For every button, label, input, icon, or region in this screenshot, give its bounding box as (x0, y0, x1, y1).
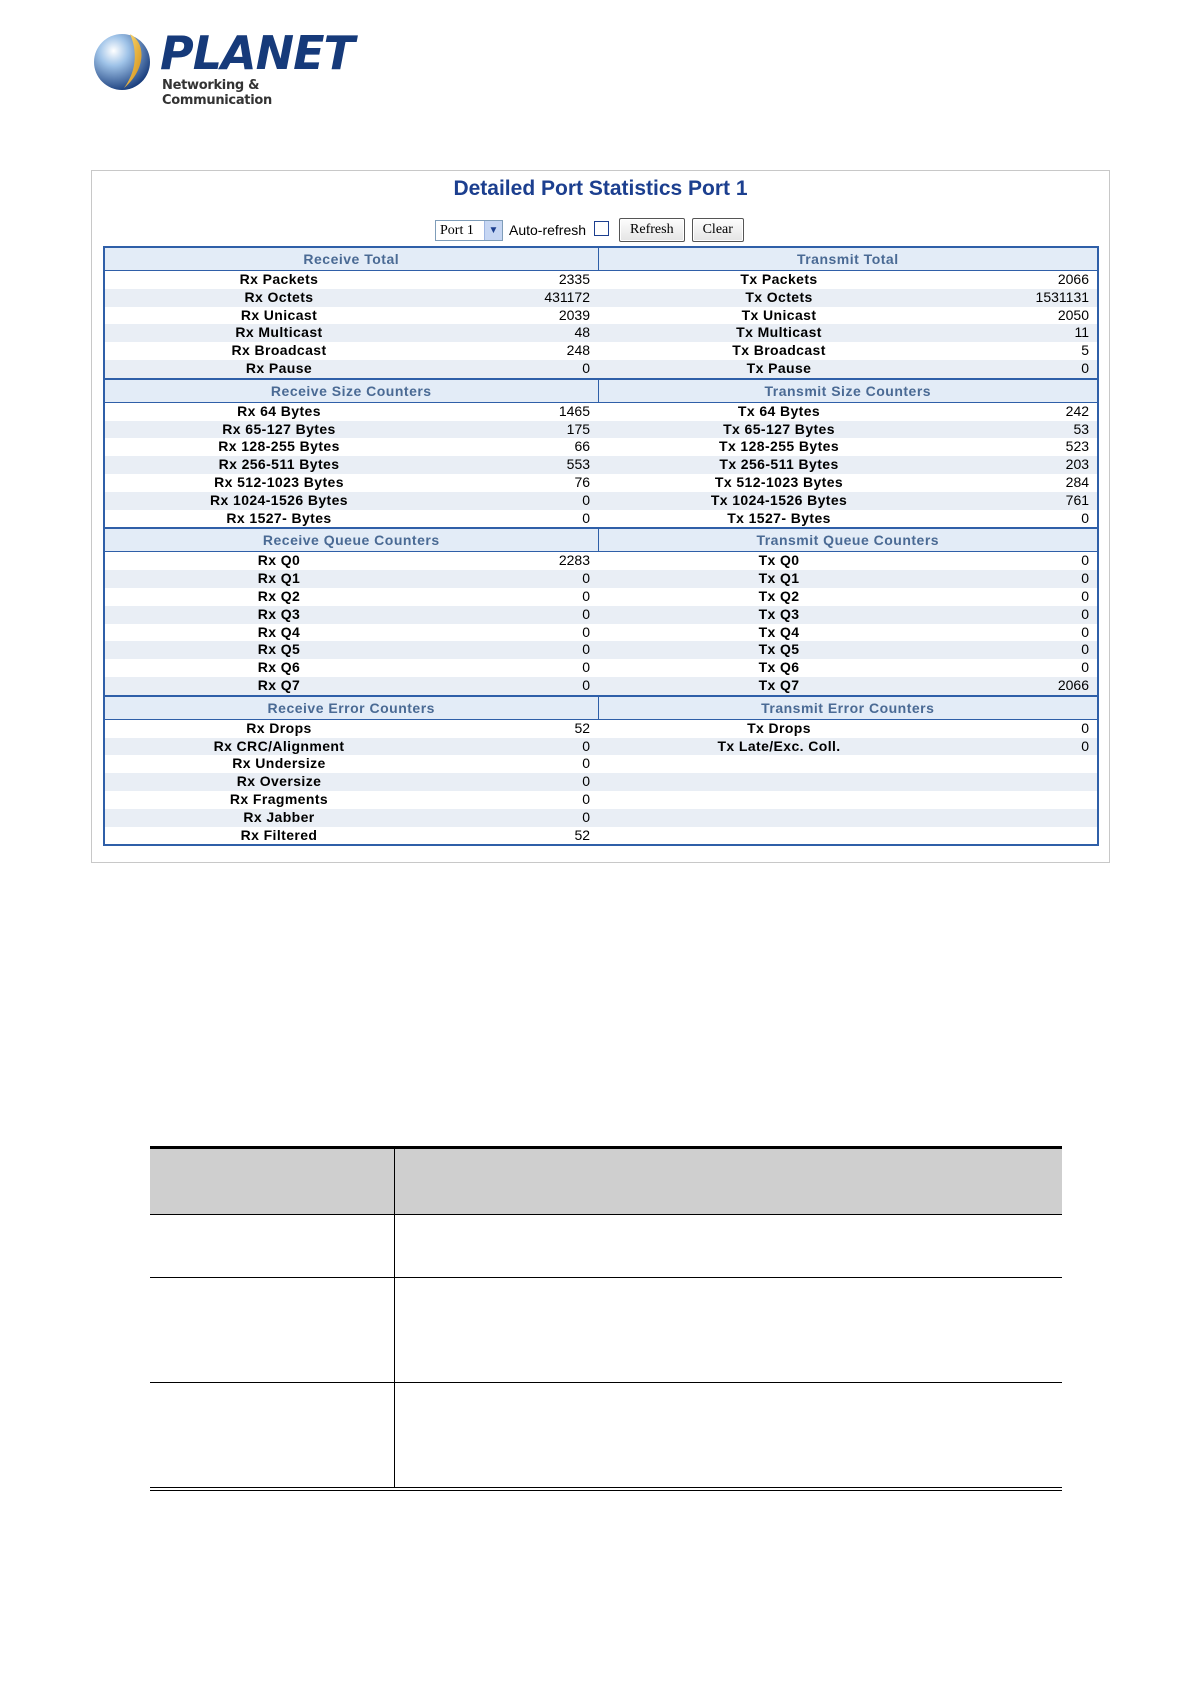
tx-counter-value: 0 (960, 719, 1098, 737)
statistics-table (103, 246, 1099, 846)
tx-counter-value: 2066 (960, 677, 1098, 696)
rx-counter-value: 2335 (453, 271, 598, 289)
tx-counter-name: Tx Broadcast (598, 342, 960, 360)
table-row (104, 342, 1098, 360)
table-row (104, 438, 1098, 456)
rx-counter-value: 2039 (453, 307, 598, 325)
tx-counter-value: 0 (960, 641, 1098, 659)
table-row (104, 659, 1098, 677)
tx-counter-value: 0 (960, 659, 1098, 677)
chevron-down-icon[interactable]: ▼ (484, 221, 502, 240)
rx-counter-value: 48 (453, 324, 598, 342)
table-row (104, 809, 1098, 827)
table-row (104, 827, 1098, 846)
tx-counter-name: Tx Pause (598, 360, 960, 379)
receive-section-header: Receive Queue Counters (104, 528, 598, 552)
rx-counter-value: 0 (453, 738, 598, 756)
tx-counter-name: Tx Q1 (598, 570, 960, 588)
rx-counter-name: Rx Q7 (104, 677, 453, 696)
rx-counter-value: 66 (453, 438, 598, 456)
table-bottom-rule (150, 1487, 1062, 1491)
tx-counter-value: 0 (960, 588, 1098, 606)
table-row (104, 791, 1098, 809)
rx-counter-value: 0 (453, 510, 598, 529)
tx-counter-value: 0 (960, 606, 1098, 624)
rx-counter-name: Rx CRC/Alignment (104, 738, 453, 756)
table-row-separator (150, 1382, 1062, 1383)
brand-name: PLANET (160, 26, 354, 80)
rx-counter-name: Rx Undersize (104, 755, 453, 773)
tx-counter-name (598, 827, 960, 846)
table-row (104, 289, 1098, 307)
tx-counter-name (598, 809, 960, 827)
tx-counter-value: 203 (960, 456, 1098, 474)
rx-counter-name: Rx Fragments (104, 791, 453, 809)
tx-counter-value: 5 (960, 342, 1098, 360)
tx-counter-value: 0 (960, 624, 1098, 642)
tx-counter-value: 0 (960, 738, 1098, 756)
rx-counter-name: Rx Pause (104, 360, 453, 379)
rx-counter-name: Rx Unicast (104, 307, 453, 325)
port-select[interactable] (435, 220, 503, 241)
table-row (104, 474, 1098, 492)
table-row (104, 755, 1098, 773)
rx-counter-name: Rx Broadcast (104, 342, 453, 360)
table-row (104, 421, 1098, 439)
rx-counter-value: 0 (453, 624, 598, 642)
transmit-section-header: Transmit Error Counters (598, 696, 1098, 720)
table-column-divider (394, 1149, 395, 1487)
tx-counter-name: Tx 1527- Bytes (598, 510, 960, 529)
tx-counter-name: Tx 256-511 Bytes (598, 456, 960, 474)
table-row (104, 324, 1098, 342)
rx-counter-name: Rx 1024-1526 Bytes (104, 492, 453, 510)
tx-counter-name: Tx 65-127 Bytes (598, 421, 960, 439)
rx-counter-name: Rx 65-127 Bytes (104, 421, 453, 439)
tx-counter-name: Tx Drops (598, 719, 960, 737)
tx-counter-name: Tx 512-1023 Bytes (598, 474, 960, 492)
tx-counter-name (598, 773, 960, 791)
transmit-section-header: Transmit Queue Counters (598, 528, 1098, 552)
table-row (104, 606, 1098, 624)
rx-counter-value: 52 (453, 719, 598, 737)
table-row-separator (150, 1214, 1062, 1215)
transmit-section-header: Transmit Total (598, 247, 1098, 271)
rx-counter-value: 1465 (453, 402, 598, 420)
tx-counter-name: Tx Q2 (598, 588, 960, 606)
rx-counter-value: 0 (453, 791, 598, 809)
transmit-section-header: Transmit Size Counters (598, 379, 1098, 403)
receive-section-header: Receive Size Counters (104, 379, 598, 403)
tx-counter-value: 0 (960, 552, 1098, 570)
tx-counter-name: Tx Packets (598, 271, 960, 289)
tx-counter-value (960, 791, 1098, 809)
planet-logo (90, 26, 354, 108)
tx-counter-name (598, 755, 960, 773)
tx-counter-value: 761 (960, 492, 1098, 510)
tx-counter-value (960, 755, 1098, 773)
rx-counter-name: Rx 128-255 Bytes (104, 438, 453, 456)
table-row (104, 492, 1098, 510)
rx-counter-name: Rx Q2 (104, 588, 453, 606)
table-row (104, 738, 1098, 756)
tx-counter-value: 523 (960, 438, 1098, 456)
rx-counter-name: Rx 1527- Bytes (104, 510, 453, 529)
rx-counter-name: Rx 64 Bytes (104, 402, 453, 420)
tx-counter-name: Tx Octets (598, 289, 960, 307)
section-header-row (104, 528, 1098, 552)
tx-counter-name: Tx Q6 (598, 659, 960, 677)
tx-counter-value: 242 (960, 402, 1098, 420)
tx-counter-value: 11 (960, 324, 1098, 342)
rx-counter-value: 0 (453, 809, 598, 827)
tx-counter-value (960, 773, 1098, 791)
tx-counter-name: Tx Multicast (598, 324, 960, 342)
tx-counter-name: Tx Q7 (598, 677, 960, 696)
table-row (104, 360, 1098, 379)
rx-counter-name: Rx Q1 (104, 570, 453, 588)
refresh-button[interactable]: Refresh (619, 218, 685, 242)
rx-counter-name: Rx Octets (104, 289, 453, 307)
rx-counter-value: 2283 (453, 552, 598, 570)
rx-counter-value: 553 (453, 456, 598, 474)
port-select-value: Port 1 (440, 222, 474, 238)
rx-counter-name: Rx Q6 (104, 659, 453, 677)
table-row (104, 719, 1098, 737)
table-row (104, 677, 1098, 696)
table-row (104, 624, 1098, 642)
table-row (104, 402, 1098, 420)
table-row (104, 271, 1098, 289)
tx-counter-name: Tx Unicast (598, 307, 960, 325)
toolbar (435, 218, 744, 242)
tx-counter-name: Tx Q4 (598, 624, 960, 642)
tx-counter-value: 0 (960, 360, 1098, 379)
rx-counter-value: 0 (453, 588, 598, 606)
tx-counter-name: Tx 128-255 Bytes (598, 438, 960, 456)
rx-counter-name: Rx Q4 (104, 624, 453, 642)
rx-counter-name: Rx Multicast (104, 324, 453, 342)
table-row (104, 552, 1098, 570)
tx-counter-value (960, 809, 1098, 827)
section-header-row (104, 696, 1098, 720)
section-header-row (104, 379, 1098, 403)
tx-counter-value: 1531131 (960, 289, 1098, 307)
globe-icon (90, 28, 154, 92)
rx-counter-value: 0 (453, 641, 598, 659)
auto-refresh-checkbox[interactable] (594, 221, 609, 236)
rx-counter-name: Rx Q5 (104, 641, 453, 659)
rx-counter-name: Rx Packets (104, 271, 453, 289)
rx-counter-name: Rx 256-511 Bytes (104, 456, 453, 474)
tx-counter-name: Tx Late/Exc. Coll. (598, 738, 960, 756)
receive-section-header: Receive Total (104, 247, 598, 271)
rx-counter-value: 431172 (453, 289, 598, 307)
table-row-separator (150, 1277, 1062, 1278)
tx-counter-name: Tx Q3 (598, 606, 960, 624)
table-row (104, 456, 1098, 474)
rx-counter-value: 0 (453, 570, 598, 588)
tx-counter-name: Tx 1024-1526 Bytes (598, 492, 960, 510)
rx-counter-value: 76 (453, 474, 598, 492)
tx-counter-value: 0 (960, 570, 1098, 588)
tx-counter-name: Tx Q0 (598, 552, 960, 570)
rx-counter-value: 0 (453, 755, 598, 773)
rx-counter-value: 0 (453, 360, 598, 379)
page-title: Detailed Port Statistics Port 1 (453, 177, 748, 200)
rx-counter-value: 52 (453, 827, 598, 846)
rx-counter-name: Rx Jabber (104, 809, 453, 827)
tx-counter-value (960, 827, 1098, 846)
tx-counter-name: Tx Q5 (598, 641, 960, 659)
rx-counter-name: Rx 512-1023 Bytes (104, 474, 453, 492)
tx-counter-name: Tx 64 Bytes (598, 402, 960, 420)
section-header-row (104, 247, 1098, 271)
tx-counter-value: 0 (960, 510, 1098, 529)
port-statistics-panel (91, 170, 1110, 863)
rx-counter-name: Rx Q0 (104, 552, 453, 570)
rx-counter-value: 0 (453, 773, 598, 791)
table-row (104, 570, 1098, 588)
rx-counter-name: Rx Drops (104, 719, 453, 737)
rx-counter-name: Rx Filtered (104, 827, 453, 846)
table-row (104, 641, 1098, 659)
table-row (104, 773, 1098, 791)
table-row (104, 307, 1098, 325)
tx-counter-value: 53 (960, 421, 1098, 439)
rx-counter-value: 248 (453, 342, 598, 360)
table-row (104, 588, 1098, 606)
tx-counter-value: 284 (960, 474, 1098, 492)
table-header-row (150, 1149, 1062, 1214)
rx-counter-value: 0 (453, 659, 598, 677)
rx-counter-value: 0 (453, 606, 598, 624)
rx-counter-value: 0 (453, 492, 598, 510)
receive-section-header: Receive Error Counters (104, 696, 598, 720)
rx-counter-value: 0 (453, 677, 598, 696)
rx-counter-name: Rx Oversize (104, 773, 453, 791)
brand-tagline: Networking & Communication (162, 78, 272, 108)
rx-counter-value: 175 (453, 421, 598, 439)
rx-counter-name: Rx Q3 (104, 606, 453, 624)
tx-counter-value: 2050 (960, 307, 1098, 325)
tx-counter-value: 2066 (960, 271, 1098, 289)
tx-counter-name (598, 791, 960, 809)
auto-refresh-label: Auto-refresh (509, 222, 587, 238)
description-table (150, 1146, 1062, 1491)
table-row (104, 510, 1098, 529)
clear-button[interactable]: Clear (692, 218, 744, 242)
